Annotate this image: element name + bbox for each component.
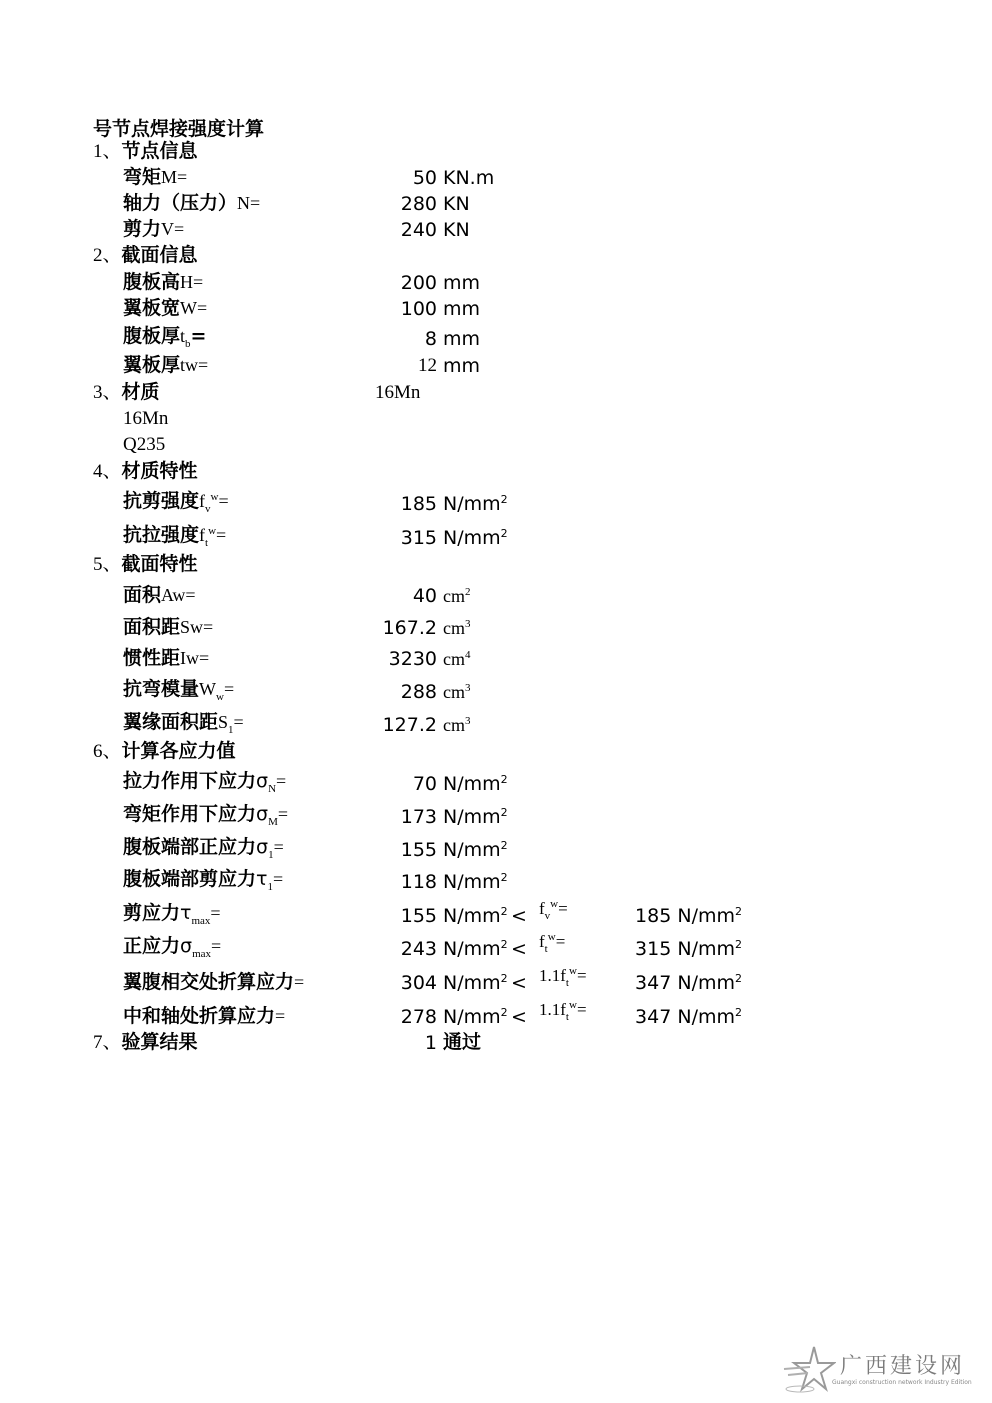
row-unit-sup: 2 [500,905,508,918]
row-symbol: S [218,712,229,732]
condition-symbol: 1.1f [539,1000,566,1019]
material-option-16mn [0,407,992,433]
condition-sub: t [565,977,569,989]
row-unit: N/mm [443,839,501,861]
row-label: 弯矩 [123,166,162,188]
row-symbol: t [180,326,186,346]
row-value: 8 [424,328,437,350]
row-unit: N/mm [443,773,501,795]
section-material [0,381,992,407]
watermark [780,1345,980,1395]
row-value: 50 [412,167,437,189]
row-value: 200 [400,272,437,294]
row-symbol: H= [180,272,204,292]
row-unit-sup: 2 [500,806,508,819]
row-symbol-eq: = [223,679,235,699]
section-number: 4、 [93,461,122,482]
row-value: 118 [400,871,437,893]
row-unit-sup: 3 [465,618,471,630]
row-value: 173 [400,806,437,828]
section-result [0,1031,992,1057]
row-unit: cm [443,649,465,669]
row-unit: cm [443,618,465,638]
row-label: 抗弯模量 [123,678,200,700]
row-symbol-eq: = [211,936,222,956]
section-label: 材质特性 [121,460,198,482]
row-unit-sup: 2 [500,972,508,985]
row-unit-sup: 3 [465,715,471,727]
less-than-sign: < [511,972,527,994]
row-unit: KN [443,193,470,215]
section-stresses [0,740,992,766]
row-value: 240 [400,219,437,241]
row-symbol: σ [256,803,269,825]
row-symbol-sub: N [268,783,277,795]
row-symbol-sub: b [185,338,191,350]
row-symbol-eq: = [210,903,221,923]
condition-sub: v [544,910,551,922]
row-unit: N/mm [443,806,501,828]
section-number: 7、 [93,1032,122,1053]
row-symbol-sub: M [268,816,278,828]
condition-sub: t [544,943,548,955]
row-symbol-sub: v [205,503,211,515]
row-symbol-eq: = [190,325,207,347]
row-unit-sup: 2 [500,773,508,786]
section-material-props [0,460,992,486]
section-label: 截面特性 [121,553,198,575]
row-label: 面积 [123,584,162,606]
row-unit: cm [443,715,465,735]
row-label: 弯矩作用下应力 [123,803,257,825]
limit-value: 315 [635,938,672,960]
material-select[interactable]: 16Mn [375,382,421,403]
row-label: 剪应力 [123,902,181,924]
row-unit: mm [443,298,481,320]
row-web-end-normal [0,838,992,864]
row-value: 278 [400,1006,437,1028]
row-unit: mm [443,328,481,350]
row-symbol: tw= [180,355,209,375]
limit-unit-sup: 2 [735,938,742,951]
row-label: 抗拉强度 [123,524,200,546]
row-value: 288 [400,681,437,703]
condition-sup: w [550,898,559,910]
row-unit-sup: 2 [500,871,508,884]
limit-value: 347 [635,1006,672,1028]
limit-unit-sup: 2 [735,905,742,918]
material-option: Q235 [123,434,166,455]
row-unit: N/mm [443,972,501,994]
row-label: 轴力（压力） [123,192,238,214]
row-symbol-sup: w [208,525,217,537]
row-symbol: M= [161,167,188,187]
row-symbol: τ [256,868,268,890]
section-number: 2、 [93,245,122,266]
row-label: 腹板端部正应力 [123,836,257,858]
row-unit-sup: 2 [500,1006,508,1019]
result-value: 1 [424,1032,437,1054]
condition-symbol: 1.1f [539,966,566,985]
row-symbol: V= [161,219,185,239]
section-label: 验算结果 [121,1031,198,1053]
row-symbol-sub: max [191,915,211,927]
row-unit: N/mm [443,871,501,893]
row-symbol-eq: = [218,491,229,511]
condition-symbol: f [539,899,545,918]
section-section-props [0,553,992,579]
row-label: 拉力作用下应力 [123,770,257,792]
row-value: 243 [400,938,437,960]
row-value: 3230 [388,648,437,670]
row-label: 翼腹相交处折算应力 [123,971,295,993]
row-web-end-shear [0,870,992,896]
row-unit-sup: 2 [500,527,508,540]
row-flange-width [0,297,992,323]
limit-unit: N/mm [677,1006,735,1028]
row-label: 腹板高 [123,271,181,293]
row-value: 280 [400,193,437,215]
row-symbol-eq: = [273,837,284,857]
row-value: 40 [412,585,437,607]
row-unit: mm [443,355,481,377]
condition-eq: = [555,932,566,951]
row-symbol: W [199,679,217,699]
row-symbol: Iw= [180,648,210,668]
row-label: 惯性距 [123,647,181,669]
row-value: 12 [418,355,437,376]
row-label: 剪力 [123,218,162,240]
limit-unit: N/mm [677,938,735,960]
limit-unit-sup: 2 [735,972,742,985]
condition-eq: = [576,1000,587,1019]
row-value: 127.2 [382,714,437,736]
row-shear-strength [0,492,992,518]
section-number: 1、 [93,141,122,162]
watermark-text: 广西建设网 [840,1353,966,1378]
row-label: 腹板端部剪应力 [123,868,257,890]
condition-sub: t [565,1011,569,1023]
row-unit: KN [443,219,470,241]
row-symbol-sub: t [205,537,209,549]
less-than-sign: < [511,905,527,927]
row-area-moment [0,616,992,642]
row-value: 70 [412,773,437,795]
row-value: 167.2 [382,617,437,639]
limit-value: 347 [635,972,672,994]
row-value: 185 [400,493,437,515]
row-label: 翼板宽 [123,297,181,319]
row-symbol: τ [180,902,192,924]
row-symbol-sup: w [210,491,219,503]
row-symbol: f [199,525,206,545]
row-symbol-eq: = [294,972,305,992]
row-symbol-eq: = [276,771,287,791]
row-unit: N/mm [443,938,501,960]
row-unit-sup: 3 [465,682,471,694]
row-symbol-eq: = [277,804,288,824]
row-unit: cm [443,682,465,702]
row-label: 面积距 [123,616,181,638]
row-symbol: Sw= [180,617,214,637]
limit-unit-sup: 2 [735,1006,742,1019]
row-unit: KN.m [443,167,495,189]
row-symbol-sub: 1 [268,849,274,861]
row-max-normal [0,931,992,963]
section-number: 6、 [93,741,122,762]
limit-value: 185 [635,905,672,927]
row-unit-sup: 2 [465,586,471,598]
condition-sup: w [568,999,577,1011]
row-symbol-eq: = [275,1006,286,1026]
less-than-sign: < [511,1006,527,1028]
section-label: 计算各应力值 [121,740,236,762]
section-number: 5、 [93,554,122,575]
section-number: 3、 [93,382,122,403]
limit-unit: N/mm [677,972,735,994]
row-symbol: f [199,491,206,511]
section-label: 材质 [121,381,160,403]
condition-eq: = [558,899,568,918]
row-unit: cm [443,586,465,606]
condition-sup: w [547,931,556,943]
row-unit-sup: 2 [500,839,508,852]
result-status: 通过 [443,1031,482,1053]
section-label: 截面信息 [121,244,198,266]
row-unit: N/mm [443,493,501,515]
row-symbol-eq: = [216,525,227,545]
row-value: 315 [400,527,437,549]
star-logo-icon [780,1345,836,1395]
condition-symbol: f [539,932,545,951]
row-value: 100 [400,298,437,320]
row-stress-axial [0,772,992,798]
row-unit-sup: 4 [465,649,471,661]
row-area [0,584,992,610]
row-symbol: N= [237,193,261,213]
row-unit: mm [443,272,481,294]
row-label: 抗剪强度 [123,490,200,512]
row-symbol: σ [256,770,269,792]
row-symbol: W= [180,298,208,318]
row-symbol-sub: 1 [228,724,234,736]
row-label: 翼板厚 [123,354,181,376]
row-value: 155 [400,839,437,861]
row-unit-sup: 2 [500,493,508,506]
row-inertia [0,647,992,673]
limit-unit: N/mm [677,905,735,927]
row-joint-stress [0,965,992,997]
row-unit-sup: 2 [500,938,508,951]
row-unit: N/mm [443,905,501,927]
row-symbol: σ [256,836,269,858]
condition-sup: w [568,965,577,977]
page-title: 号节点焊接强度计算 [93,118,265,140]
row-label: 翼缘面积距 [123,711,219,733]
row-symbol-sub: w [216,691,224,703]
row-symbol-eq: = [233,712,244,732]
material-option: 16Mn [123,408,169,429]
row-symbol: σ [180,935,193,957]
row-label: 腹板厚 [123,325,181,347]
row-value: 155 [400,905,437,927]
condition-eq: = [576,966,587,985]
row-label: 中和轴处折算应力 [123,1005,276,1027]
row-max-shear [0,898,992,930]
row-stress-moment [0,805,992,831]
less-than-sign: < [511,938,527,960]
row-symbol-sub: 1 [267,881,273,893]
row-symbol: Aw= [161,585,196,605]
row-unit: N/mm [443,527,501,549]
row-symbol-eq: = [272,869,284,889]
row-symbol-sub: max [192,948,212,960]
row-unit: N/mm [443,1006,501,1028]
row-section-modulus [0,680,992,706]
watermark-subtext: Guangxi construction network Industry Edition [832,1379,972,1386]
row-label: 正应力 [123,935,181,957]
row-value: 304 [400,972,437,994]
section-label: 节点信息 [121,140,198,162]
